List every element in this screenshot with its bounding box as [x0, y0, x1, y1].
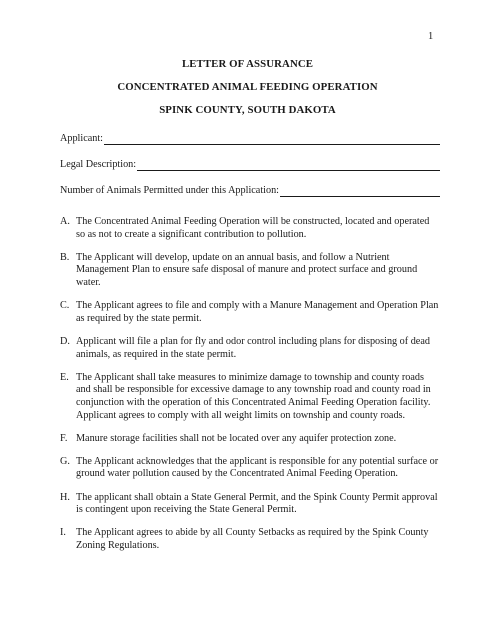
clause-letter: H. [60, 491, 70, 503]
clause-letter: D. [60, 335, 70, 347]
clause-item [60, 492, 440, 517]
clause-text: The Applicant agrees to abide by all County Setbacks as required by the Spink County Zoning Regulations. [76, 527, 429, 552]
clause-text: The Applicant will develop, update on an annual basis, and follow a Nutrient Management Plan to ensure safe disposal of manure and protect surface and ground water. [76, 251, 418, 288]
clause-letter: B. [60, 251, 70, 263]
clause-item [60, 372, 440, 422]
clause-text: Applicant will file a plan for fly and odor control including plans for disposing of dead animals, as required in the state permit. [76, 335, 430, 360]
title-county-state: SPINK COUNTY, SOUTH DAKOTA [159, 104, 336, 116]
applicant-fields [60, 133, 440, 211]
clause-item [60, 527, 440, 552]
clause-item [60, 433, 440, 446]
clause-item [60, 216, 440, 241]
number-of-animals-label: Number of Animals Permitted under this Application: [60, 185, 280, 196]
clause-text: The applicant shall obtain a State General Permit, and the Spink County Permit approval is contingent upon receiving the State General Permit. [76, 491, 438, 516]
title-operation-type: CONCENTRATED ANIMAL FEEDING OPERATION [117, 81, 378, 93]
clause-item [60, 456, 440, 481]
clause-letter: I. [60, 527, 66, 539]
clause-text: The Applicant acknowledges that the applicant is responsible for any potential surface or ground water pollution caused by the Concentrated Animal Feeding Operation. [76, 455, 439, 480]
assurance-clauses [60, 216, 440, 563]
number-of-animals-field [60, 185, 440, 197]
applicant-field [60, 133, 440, 145]
clause-item [60, 336, 440, 361]
number-of-animals-blank-line[interactable] [280, 186, 440, 197]
document-title-block [0, 53, 495, 122]
legal-description-label: Legal Description: [60, 159, 137, 170]
clause-letter: A. [60, 216, 70, 227]
clause-letter: F. [60, 432, 68, 444]
applicant-blank-line[interactable] [104, 134, 440, 145]
applicant-label: Applicant: [60, 133, 104, 144]
clause-text: The Applicant shall take measures to minimize damage to township and county roads and shall be responsible for excessive damage to any township road and county road in conjunction with the operation of this Concentrated Animal Feeding Operation facility. Applicant agrees to comply with all weight limits on township and county roads. [76, 371, 431, 421]
clause-letter: G. [60, 455, 70, 467]
clause-item [60, 300, 440, 325]
clause-letter: E. [60, 371, 69, 383]
clause-text: Manure storage facilities shall not be located over any aquifer protection zone. [76, 432, 397, 444]
clause-letter: C. [60, 300, 70, 312]
legal-description-field [60, 159, 440, 171]
clause-text: The Applicant agrees to file and comply with a Manure Management and Operation Plan as required by the state permit. [76, 300, 439, 324]
page-number: 1 [428, 31, 434, 42]
title-letter-of-assurance: LETTER OF ASSURANCE [181, 58, 314, 70]
clause-text: The Concentrated Animal Feeding Operation will be constructed, located and operated so as not to create a significant contribution to pollution. [76, 216, 430, 240]
clause-item [60, 252, 440, 290]
legal-description-blank-line[interactable] [137, 160, 440, 171]
